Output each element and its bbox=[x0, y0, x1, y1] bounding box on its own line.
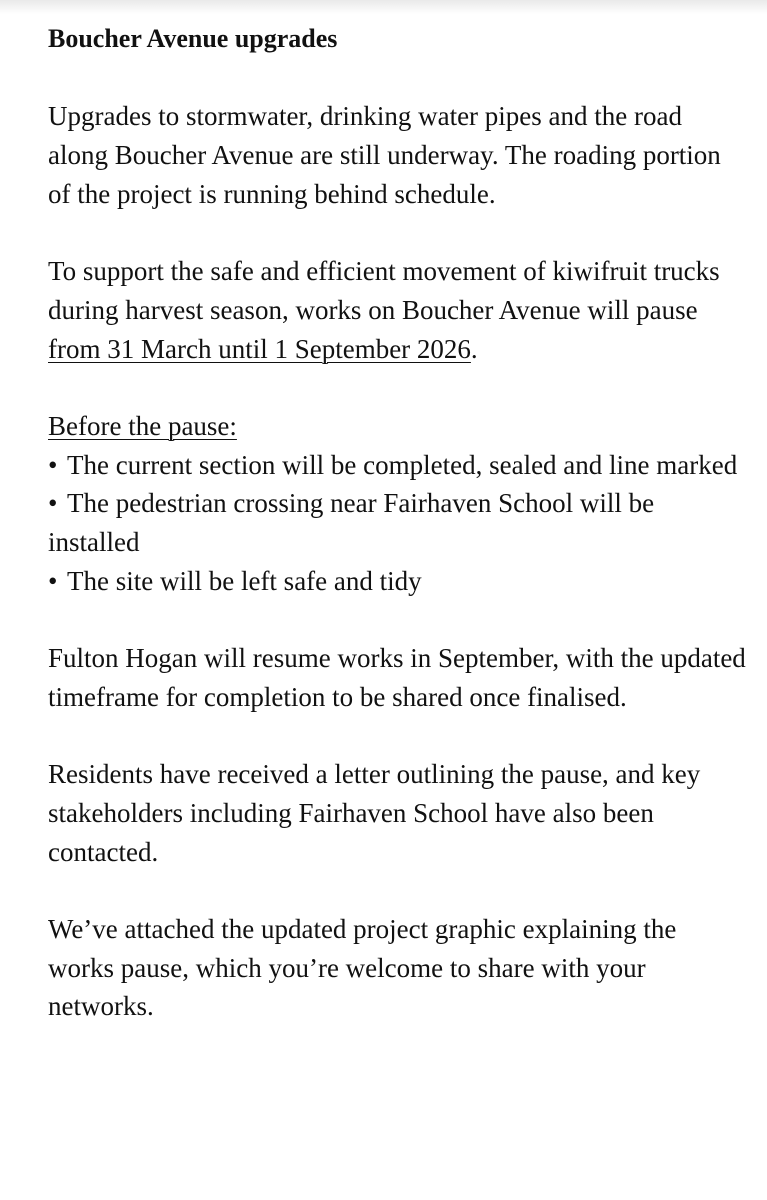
residents-paragraph: Residents have received a letter outlining the pause, and key stakeholders including Fairhaven School have also been contacted. bbox=[48, 759, 701, 867]
top-edge-shadow bbox=[0, 0, 767, 14]
list-item-text: The current section will be completed, sealed and line marked bbox=[67, 449, 738, 480]
list-item-text: The pedestrian crossing near Fairhaven School will be installed bbox=[48, 488, 655, 558]
list-item bbox=[48, 446, 748, 485]
list-item bbox=[48, 562, 748, 601]
attachment-paragraph: We’ve attached the updated project graphic explaining the works pause, which you’re welcome to share with your networks. bbox=[48, 914, 677, 1022]
list-item bbox=[48, 484, 748, 561]
pause-text-before: To support the safe and efficient movement of kiwifruit trucks during harvest season, works on Boucher Avenue will pause bbox=[48, 256, 720, 325]
pause-dates-link[interactable]: from 31 March until 1 September 2026 bbox=[48, 333, 471, 364]
page-title: Boucher Avenue upgrades bbox=[48, 24, 338, 53]
bullet-icon: • bbox=[48, 449, 58, 480]
bullet-icon: • bbox=[48, 488, 58, 519]
bullet-icon: • bbox=[48, 565, 58, 596]
before-pause-list bbox=[48, 446, 748, 601]
document-body bbox=[48, 20, 748, 1065]
list-item-text: The site will be left safe and tidy bbox=[67, 565, 422, 596]
resume-paragraph: Fulton Hogan will resume works in September, with the updated timeframe for completion to be shared once finalised. bbox=[48, 643, 746, 712]
intro-paragraph: Upgrades to stormwater, drinking water pipes and the road along Boucher Avenue are still underway. The roading portion of the project is running behind schedule. bbox=[48, 101, 721, 209]
pause-text-after: . bbox=[470, 333, 478, 364]
pause-paragraph bbox=[48, 252, 748, 368]
before-pause-heading: Before the pause: bbox=[48, 410, 237, 441]
